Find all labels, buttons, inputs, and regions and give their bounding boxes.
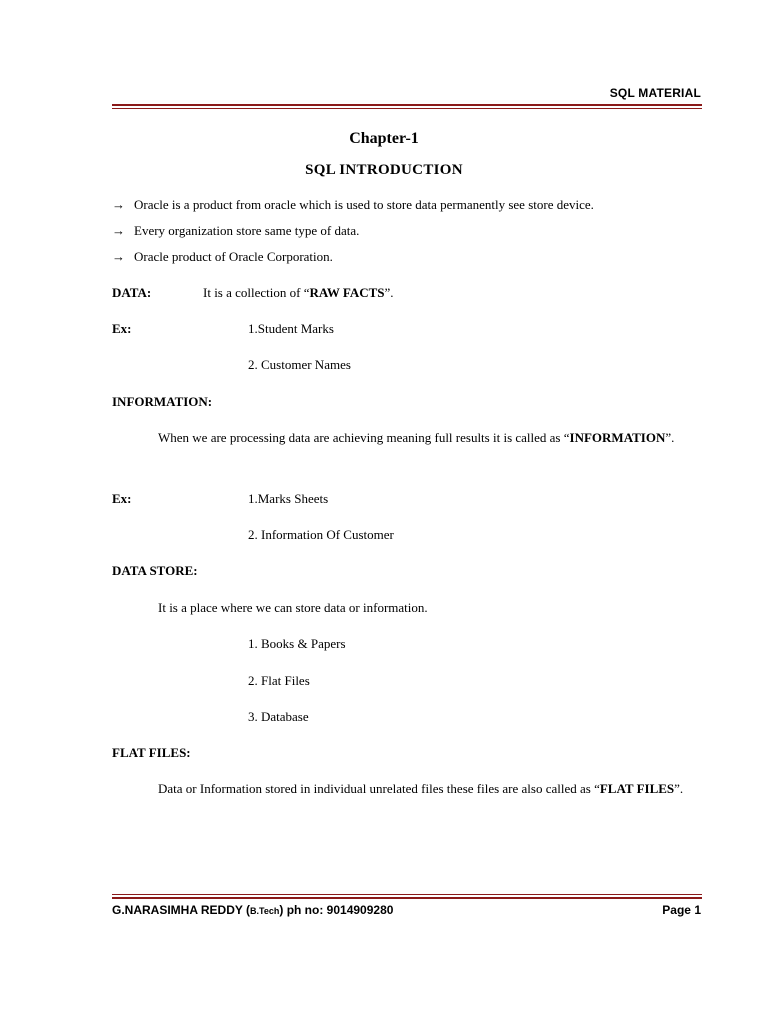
- bullet-item: [112, 197, 594, 213]
- bullet-item: [112, 223, 359, 239]
- page-number: Page 1: [662, 903, 701, 917]
- flat-files-label: FLAT FILES:: [112, 745, 191, 760]
- arrow-icon: →: [112, 223, 125, 238]
- information-quote-open: “: [563, 430, 570, 445]
- footer-rule-thick: [112, 897, 702, 899]
- information-label: INFORMATION:: [112, 394, 213, 409]
- footer-phone: ) ph no: 9014909280: [279, 903, 394, 917]
- data-definition-end: ”.: [384, 285, 394, 300]
- flat-files-quote-open: “: [594, 781, 600, 796]
- header-rule-thin: [112, 108, 702, 109]
- information-text: When we are processing data are achieving meaning full results it is called as: [158, 430, 561, 445]
- footer-author: [112, 903, 393, 917]
- flat-files-text: Data or Information stored in individual unrelated files these files are also called as: [158, 781, 591, 796]
- header-rule-thick: [112, 104, 702, 106]
- footer-rule-thin: [112, 894, 702, 895]
- example-item: 1.Marks Sheets: [248, 491, 329, 506]
- example-item: 2. Information Of Customer: [248, 527, 394, 542]
- example-label: Ex:: [112, 491, 132, 506]
- flat-files-quote-close: ”.: [674, 781, 684, 796]
- data-definition-bold: RAW FACTS: [309, 285, 385, 300]
- footer-name: G.NARASIMHA REDDY (: [112, 903, 251, 917]
- bullet-text: Every organization store same type of data.: [134, 223, 360, 238]
- data-store-item: 2. Flat Files: [248, 673, 310, 688]
- footer-degree: B.Tech: [250, 906, 280, 916]
- arrow-icon: →: [112, 249, 125, 264]
- data-store-text: It is a place where we can store data or information.: [158, 600, 428, 615]
- data-store-label: DATA STORE:: [112, 563, 198, 578]
- chapter-heading: Chapter-1: [349, 130, 419, 147]
- header-title: SQL MATERIAL: [609, 86, 701, 100]
- example-label: Ex:: [112, 321, 132, 336]
- data-store-item: 1. Books & Papers: [248, 636, 346, 651]
- page-title: SQL INTRODUCTION: [305, 162, 463, 178]
- data-definition: [203, 285, 394, 301]
- data-definition-text: It is a collection of “: [203, 285, 310, 300]
- arrow-icon: →: [112, 197, 125, 212]
- information-quote-close: ”.: [665, 430, 675, 445]
- example-item: 1.Student Marks: [248, 321, 334, 336]
- bullet-text: Oracle is a product from oracle which is used to store data permanently see store device.: [134, 197, 594, 212]
- bullet-item: [112, 249, 333, 265]
- information-bold: INFORMATION: [569, 430, 666, 445]
- data-store-item: 3. Database: [248, 709, 309, 724]
- flat-files-paragraph: [112, 777, 701, 801]
- information-paragraph: [112, 426, 701, 450]
- flat-files-bold: FLAT FILES: [599, 781, 675, 796]
- data-label: DATA:: [112, 285, 152, 300]
- example-item: 2. Customer Names: [248, 357, 351, 372]
- bullet-text: Oracle product of Oracle Corporation.: [134, 249, 333, 264]
